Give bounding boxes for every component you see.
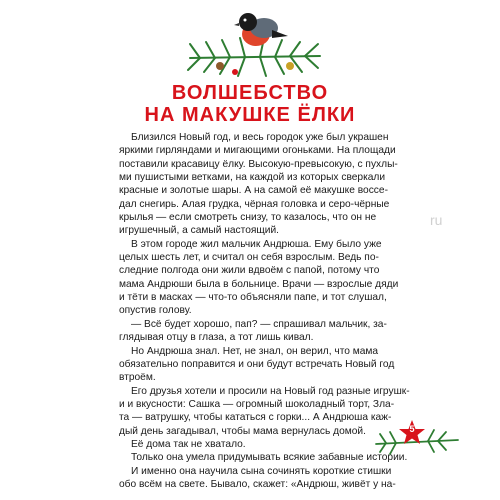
story-line: В этом городе жил мальчик Андрюша. Ему было уже (131, 238, 382, 250)
story-line: крылья — если смотреть снизу, то казалось, что он не (119, 212, 377, 224)
story-text (119, 131, 410, 491)
story-line: целых шесть лет, и считал он себя взрослым. Ведь по- (119, 252, 379, 264)
story-line: мама Андрюши была в больнице. Врачи — взрослые дяди (119, 278, 399, 290)
star-on-pine-branch-illustration (372, 416, 462, 456)
story-title (0, 82, 500, 126)
story-line: Только она умела придумывать всякие забавные истории. (131, 452, 408, 464)
story-line: красные и золотые шары. А на самой её макушке воссе- (119, 185, 388, 197)
story-line: следние полгода они жили вдвоём с папой, потому что (119, 265, 380, 277)
story-line: та — ватрушку, чтобы кататься с горки... А Андрюша каж- (119, 412, 392, 424)
story-line: опустив голову. (119, 305, 192, 317)
story-line: Её дома так не хватало. (131, 438, 246, 450)
story-line: Его друзья хотели и просили на Новый год разные игрушк- (131, 385, 410, 397)
story-line: и и вкусности: Сашка — огромный шоколадный торт, Зла- (119, 398, 395, 410)
story-title-line-1: ВОЛШЕБСТВО (171, 82, 329, 104)
story-line: дый день загадывал, чтобы мама вернулась домой. (119, 425, 366, 437)
story-line: обязательно поправится и они будут встречать Новый год (119, 358, 395, 370)
story-line: поставили красавицу ёлку. Высокую-превысокую, с пухлы- (119, 158, 398, 170)
story-line: втроём. (119, 372, 156, 384)
page-number: 5 (409, 424, 415, 434)
story-line: яркими гирляндами и мигающими огоньками. На площади (119, 145, 396, 157)
story-line: дал снегирь. Алая грудка, чёрная головка и серо-чёрные (119, 198, 390, 210)
story-title-line-2: НА МАКУШКЕ ЁЛКИ (144, 104, 356, 126)
story-line: И именно она научила сына сочинять короткие стишки (131, 465, 392, 477)
story-line: глядывая отцу в глаза, а тот лишь кивал. (119, 332, 314, 344)
story-line: игрушечный, а самый настоящий. (119, 225, 279, 237)
story-line: Но Андрюша знал. Нет, не знал, он верил, что мама (131, 345, 379, 357)
story-line: — Всё будет хорошо, пап? — спрашивал мальчик, за- (131, 318, 387, 330)
story-line: ми пушистыми ветками, на каждой из которых сверкали (119, 172, 386, 184)
story-line: Близился Новый год, и весь городок уже был украшен (131, 132, 389, 143)
story-line: и тёти в масках — что-то объясняли папе, и тот слушал, (119, 292, 387, 304)
watermark: ru (430, 212, 443, 228)
story-line: обо всём на свете. Бывало, скажет: «Андрюш, живёт у на- (119, 478, 396, 490)
bullfinch-on-pine-branch-illustration (160, 0, 350, 82)
